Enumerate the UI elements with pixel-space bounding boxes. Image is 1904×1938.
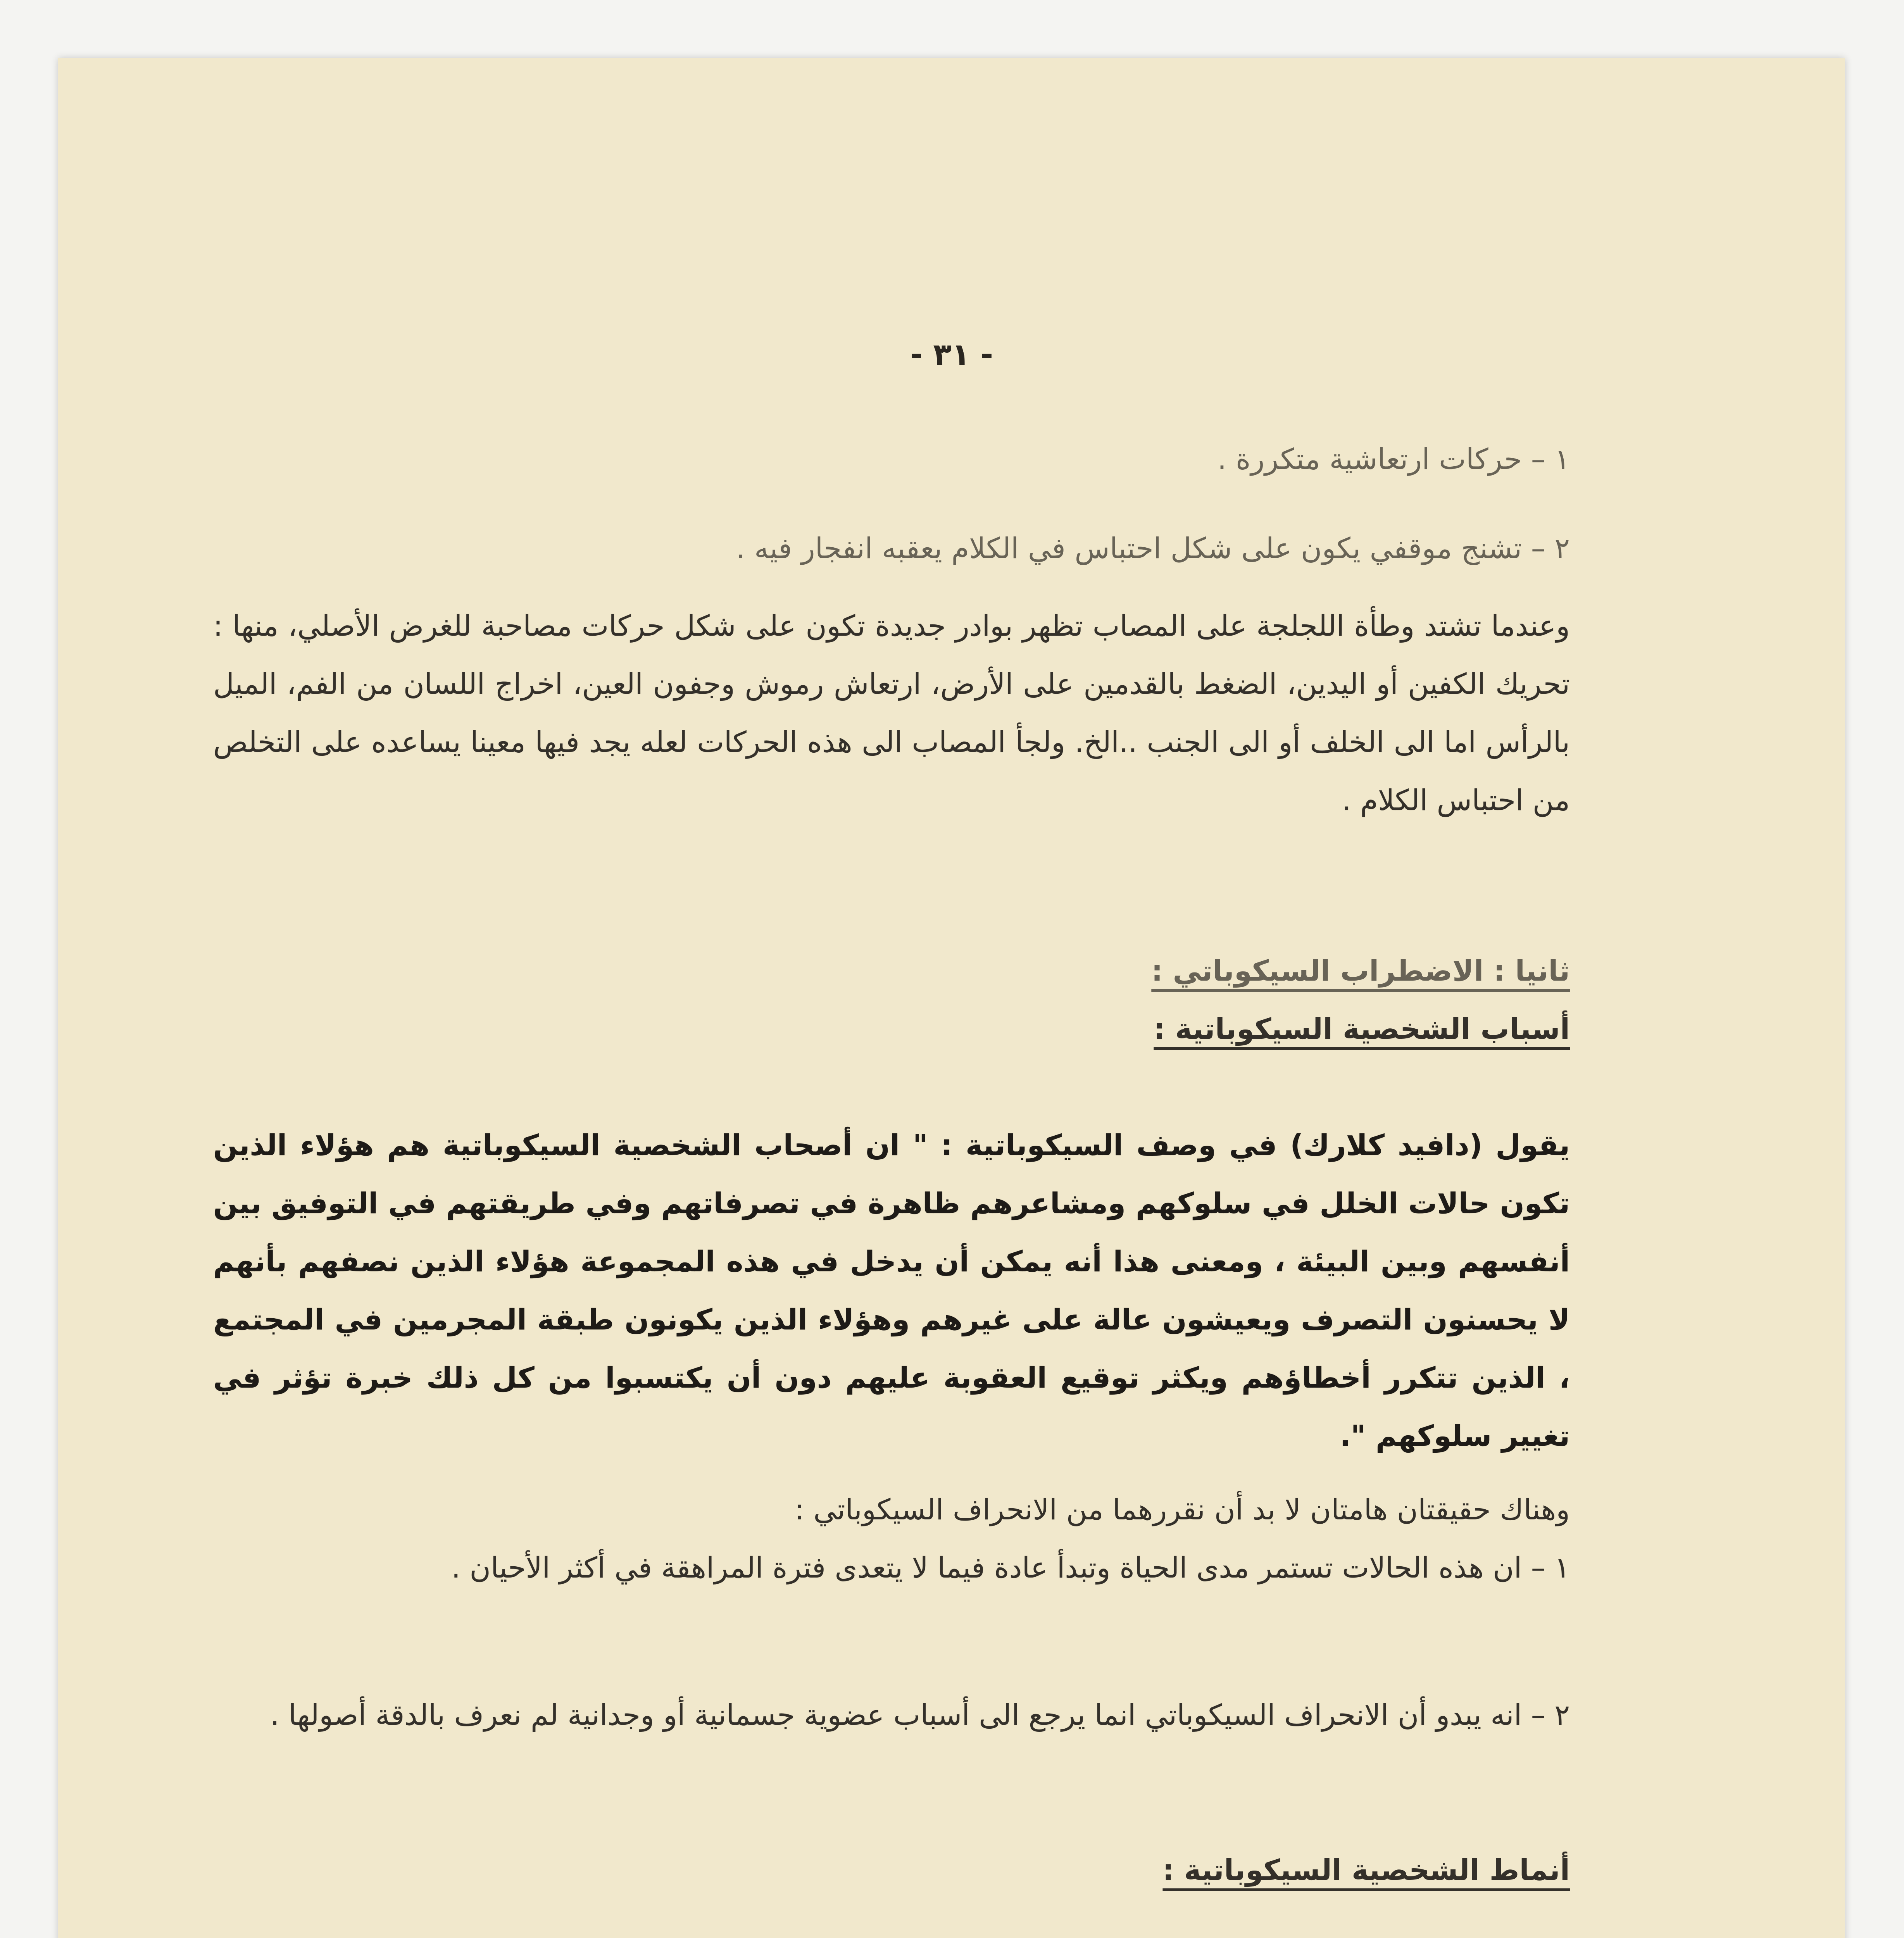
list-item: ١ – ان هذه الحالات تستمر مدى الحياة وتبدأ عادة فيما لا يتعدى فترة المراهقة في أكثر الأحيان .	[451, 1551, 1570, 1585]
subsection-heading: أنماط الشخصية السيكوباتية :	[1162, 1854, 1570, 1887]
document-page	[58, 58, 1845, 1938]
subsection-heading: أسباب الشخصية السيكوباتية :	[1154, 1012, 1570, 1046]
paragraph-stuttering: وعندما تشتد وطأة اللجلجة على المصاب تظهر بوادر جديدة تكون على شكل حركات مصاحبة للغرض الأصلي، منها : تحريك الكفين أو اليدين، الضغط بالقدمين على الأرض، ارتعاش رموش وجفون العين، اخراج اللسان من الفم، الميل بالرأس اما الى الخلف أو الى الجنب ..الخ. ولجأ المصاب الى هذه الحركات لعله يجد فيها معينا يساعده على التخلص من احتباس الكلام .	[213, 609, 1570, 817]
list-item: ٢ – تشنج موقفي يكون على شكل احتباس في الكلام يعقبه انفجار فيه .	[736, 532, 1570, 565]
section-heading: ثانيا : الاضطراب السيكوباتي :	[1151, 954, 1570, 988]
paragraph-facts-intro: وهناك حقيقتان هامتان لا بد أن نقررهما من الانحراف السيكوباتي :	[794, 1493, 1570, 1526]
page-number: - ٣١ -	[910, 337, 993, 372]
list-item: ٢ – انه يبدو أن الانحراف السيكوباتي انما يرجع الى أسباب عضوية جسمانية أو وجدانية لم نعرف بالدقة أصولها .	[270, 1698, 1570, 1732]
paragraph-clark-quote: يقول (دافيد كلارك) في وصف السيكوباتية : " ان أصحاب الشخصية السيكوباتية هم هؤلاء الذين تكون حالات الخلل في سلوكهم ومشاعرهم ظاهرة في تصرفاتهم وفي طريقتهم في التوفيق بين أنفسهم وبين البيئة ، ومعنى هذا أنه يمكن أن يدخل في هذه المجموعة هؤلاء الذين نصفهم بأنهم لا يحسنون التصرف ويعيشون عالة على غيرهم وهؤلاء الذين يكونون طبقة المجرمين في المجتمع ، الذين تتكرر أخطاؤهم ويكثر توقيع العقوبة عليهم دون أن يكتسبوا من كل ذلك خبرة تؤثر في تغيير سلوكهم ".	[213, 1129, 1570, 1453]
list-item: ١ – حركات ارتعاشية متكررة .	[1217, 443, 1570, 476]
